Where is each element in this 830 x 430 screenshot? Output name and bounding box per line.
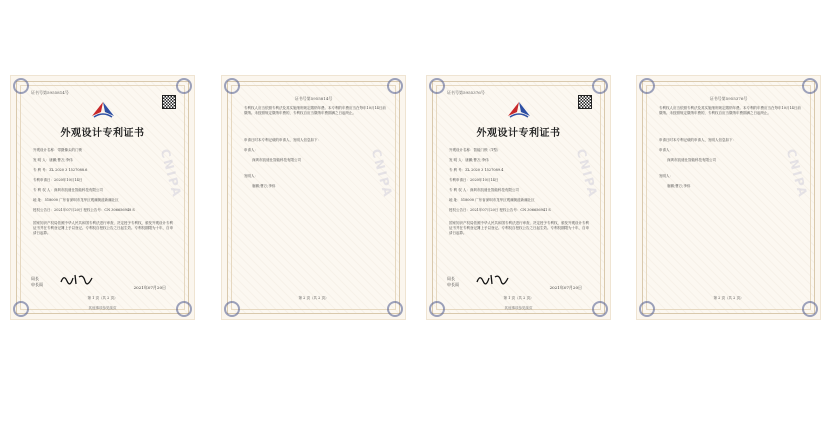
applicant-name: 深圳市凯迪仕智能科技有限公司 [252,158,301,162]
watermark: CNIPA [157,147,184,200]
page-number: 第 1 页（共 2 页） [503,296,534,300]
certificate-number: 证书号第5955376号 [709,96,748,101]
inventor-names: 唐鹏;曹万;李伟 [667,184,691,188]
ornament-icon [387,301,403,317]
field-address: 地 址：518000 广东省深圳市龙华区观澜街道新澜社区 [33,198,119,202]
field-grant-date: 授权公告日：2021年07月20日 授权公告号：CN 306656941 S [449,208,551,212]
inventor-label: 发明人： [244,174,258,178]
field-design-name: 外观设计名称：智能门锁（T型） [449,148,501,152]
signature-label: 局长 申长雨 [31,276,43,287]
applicant-name: 深圳市凯迪仕智能科技有限公司 [667,158,716,162]
watermark: CNIPA [783,147,810,200]
field-design-name: 外观设计名称：带摄像头的门锁 [33,148,82,152]
certificate-page-1 [11,76,194,319]
issue-date: 2021年07月20日 [549,285,582,290]
fee-notice-text: 专利权人应当依照专利法及其实施细则规定缴纳年费。本专利的年费应当在每年10月14日前缴纳。未按照规定缴纳年费的，专利权自应当缴纳年费期满之日起终止。 [244,106,386,115]
signature-icon [475,272,511,286]
ornament-icon [639,78,655,94]
signature-label: 局长 申长雨 [447,276,459,287]
cnipa-logo-icon [504,98,534,120]
field-patentee: 专 利 权 人：深圳市凯迪仕智能科技有限公司 [33,188,103,192]
inventor-names: 唐鹏;曹万;李伟 [252,184,276,188]
page-number: 第 2 页（共 2 页） [298,296,329,300]
cnipa-logo-icon [88,98,118,120]
certificate-page-4 [637,76,820,319]
certificate-body-text: 国家知识产权局依照中华人民共和国专利法进行审查，决定授予专利权，颁发外观设计专利证书并在专利登记簿上予以登记。专利权自授权公告之日起生效。专利权期限为十年，自申请日起算。 [449,221,589,235]
footer-note: 其他事项参见续页 [504,306,533,310]
field-patentee: 专 利 权 人：深圳市凯迪仕智能科技有限公司 [449,188,519,192]
applicant-info-heading: 申请日时本专利记载的申请人、发明人信息如下： [244,138,321,142]
field-patent-no: 专 利 号：ZL 2020 3 1527089.4 [449,168,504,172]
field-grant-date: 授权公告日：2021年07月20日 授权公告号：CN 306656948 S [33,208,135,212]
footer-note: 其他事项参见续页 [88,306,117,310]
ornament-icon [639,301,655,317]
signature-icon [59,272,95,286]
certificate-number: 证书号第5955814号 [294,96,333,101]
certificate-body-text: 国家知识产权局依照中华人民共和国专利法进行审查，决定授予专利权，颁发外观设计专利证书并在专利登记簿上予以登记。专利权自授权公告之日起生效。专利权期限为十年，自申请日起算。 [33,221,173,235]
applicant-info-heading: 申请日时本专利记载的申请人、发明人信息如下： [659,138,736,142]
ornament-icon [592,78,608,94]
ornament-icon [176,78,192,94]
certificate-page-2 [222,76,405,319]
certificate-title: 外观设计专利证书 [476,128,561,139]
ornament-icon [802,301,818,317]
field-filing-date: 专利申请日：2020年10月14日 [33,178,83,182]
applicant-label: 申请人： [659,148,673,152]
field-address: 地 址：518000 广东省深圳市龙华区观澜街道新澜社区 [449,198,535,202]
applicant-label: 申请人： [244,148,258,152]
certificate-page-3 [427,76,610,319]
watermark: CNIPA [368,147,395,200]
certificate-title: 外观设计专利证书 [60,128,145,139]
ornament-icon [224,78,240,94]
certificate-number: 证书号第5955814号 [31,90,69,95]
ornament-icon [13,78,29,94]
field-filing-date: 专利申请日：2020年10月14日 [449,178,499,182]
qr-code-icon [162,95,176,109]
field-patent-no: 专 利 号：ZL 2020 3 1527088.6 [33,168,88,172]
issue-date: 2021年07月20日 [133,285,166,290]
ornament-icon [429,78,445,94]
ornament-icon [802,78,818,94]
fee-notice-text: 专利权人应当依照专利法及其实施细则规定缴纳年费。本专利的年费应当在每年10月14日前缴纳。未按照规定缴纳年费的，专利权自应当缴纳年费期满之日起终止。 [659,106,801,115]
qr-code-icon [578,95,592,109]
inventor-label: 发明人： [659,174,673,178]
page-number: 第 1 页（共 2 页） [87,296,118,300]
field-inventor: 发 明 人：唐鹏;曹万;李伟 [449,158,489,162]
watermark: CNIPA [573,147,600,200]
certificate-number: 证书号第5955376号 [447,90,485,95]
page-number: 第 2 页（共 2 页） [713,296,744,300]
field-inventor: 发 明 人：唐鹏;曹万;李伟 [33,158,73,162]
ornament-icon [224,301,240,317]
ornament-icon [387,78,403,94]
